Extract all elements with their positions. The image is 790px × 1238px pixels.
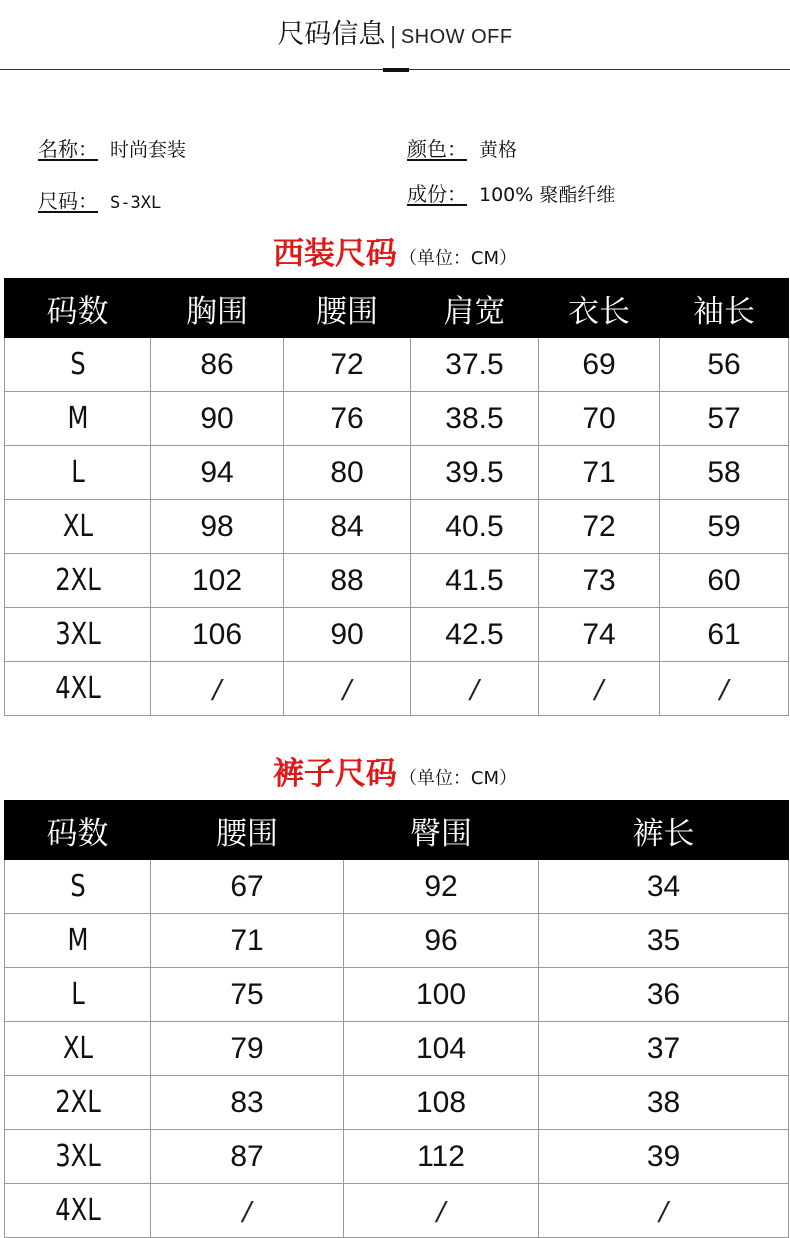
size-cell: [12, 392, 143, 446]
measurement-cell: [660, 608, 789, 662]
cell-value: 4XL: [54, 1193, 101, 1228]
measurement-cell: [660, 338, 789, 392]
measurement-cell: [539, 392, 660, 446]
size-cell: [12, 1184, 143, 1238]
measurement-cell: [411, 608, 539, 662]
measurement-cell: [151, 860, 344, 914]
measurement-cell: [284, 338, 411, 392]
measurement-cell: [411, 446, 539, 500]
suit-header-cell: 码数: [5, 279, 151, 338]
cell-value: 75: [230, 977, 264, 1011]
table-row: [5, 662, 789, 716]
size-cell: [12, 500, 143, 554]
pants-title: 裤子尺码: [272, 756, 397, 792]
measurement-cell: [284, 554, 411, 608]
size-cell: [12, 860, 143, 914]
pants-size-table: [4, 800, 789, 1238]
table-row: [5, 446, 789, 500]
cell-value: 67: [230, 869, 264, 903]
size-cell: [12, 1076, 143, 1130]
measurement-cell: [539, 1184, 789, 1238]
not-available-mark: /: [212, 674, 222, 705]
cell-value: 38: [646, 1085, 681, 1119]
suit-unit: （单位：CM）: [398, 248, 518, 269]
measurement-cell: [151, 914, 344, 968]
cell-value: 98: [200, 509, 234, 543]
suit-header-row: [5, 279, 789, 338]
measurement-cell: [151, 338, 284, 392]
measurement-cell: [539, 554, 660, 608]
info-size: [38, 188, 161, 216]
measurement-cell: [151, 554, 284, 608]
cell-value: 57: [707, 401, 741, 435]
cell-value: 74: [582, 617, 616, 651]
size-cell: [12, 608, 143, 662]
info-material: [407, 181, 615, 208]
cell-value: 80: [330, 455, 364, 489]
measurement-cell: [151, 446, 284, 500]
info-color-value: 黄格: [479, 139, 518, 161]
size-cell: [12, 554, 143, 608]
measurement-cell: [660, 662, 789, 716]
cell-value: 39.5: [445, 455, 504, 489]
measurement-cell: [539, 1022, 789, 1076]
cell-value: 40.5: [445, 509, 504, 543]
title-cn: 尺码信息: [277, 19, 386, 50]
measurement-cell: [660, 500, 789, 554]
cell-value: 79: [230, 1031, 264, 1065]
cell-value: 90: [200, 401, 234, 435]
info-color-label: 颜色：: [407, 137, 467, 161]
size-cell: [12, 446, 143, 500]
page-header: [0, 0, 790, 72]
cell-value: 42.5: [445, 617, 504, 651]
measurement-cell: [344, 1022, 539, 1076]
cell-value: 71: [582, 455, 616, 489]
cell-value: XL: [62, 509, 93, 544]
measurement-cell: [539, 1076, 789, 1130]
measurement-cell: [660, 554, 789, 608]
cell-value: 102: [191, 563, 243, 597]
info-color: [407, 136, 517, 163]
suit-title: 西装尺码: [272, 236, 397, 272]
cell-value: 35: [646, 923, 681, 957]
cell-value: 37.5: [445, 347, 504, 381]
cell-value: 104: [415, 1031, 467, 1065]
measurement-cell: [539, 500, 660, 554]
cell-value: 86: [200, 347, 234, 381]
measurement-cell: [539, 446, 660, 500]
cell-value: 76: [330, 401, 364, 435]
cell-value: 84: [330, 509, 364, 543]
pants-header-cell: 码数: [5, 801, 151, 860]
size-cell: [12, 968, 143, 1022]
cell-value: M: [67, 923, 88, 958]
measurement-cell: [344, 860, 539, 914]
cell-value: 96: [424, 923, 458, 957]
size-cell: [12, 1022, 143, 1076]
cell-value: 3XL: [54, 617, 101, 652]
measurement-cell: [344, 1076, 539, 1130]
measurement-cell: [411, 338, 539, 392]
title-separator: |: [389, 24, 397, 49]
measurement-cell: [411, 392, 539, 446]
cell-value: 3XL: [54, 1139, 101, 1174]
cell-value: 58: [707, 455, 741, 489]
not-available-mark: /: [719, 674, 729, 705]
cell-value: S: [69, 347, 86, 382]
measurement-cell: [539, 662, 660, 716]
table-row: [5, 554, 789, 608]
measurement-cell: [344, 1130, 539, 1184]
cell-value: 112: [417, 1139, 465, 1173]
measurement-cell: [660, 446, 789, 500]
measurement-cell: [284, 392, 411, 446]
title-en: SHOW OFF: [400, 26, 513, 48]
cell-value: 87: [230, 1139, 264, 1173]
cell-value: 36: [646, 977, 681, 1011]
measurement-cell: [539, 608, 660, 662]
cell-value: 72: [330, 347, 364, 381]
size-cell: [12, 914, 143, 968]
measurement-cell: [151, 1184, 344, 1238]
suit-header-cell: 衣长: [539, 279, 660, 338]
cell-value: 100: [415, 977, 467, 1011]
measurement-cell: [539, 860, 789, 914]
not-available-mark: /: [436, 1196, 446, 1227]
table-row: [5, 914, 789, 968]
measurement-cell: [151, 392, 284, 446]
table-row: [5, 860, 789, 914]
info-material-label: 成份：: [407, 182, 467, 206]
table-row: [5, 1130, 789, 1184]
cell-value: XL: [62, 1031, 93, 1066]
header-divider-mark: [383, 68, 409, 72]
info-name-label: 名称：: [38, 137, 98, 161]
cell-value: 2XL: [54, 1085, 101, 1120]
pants-header-cell: 腰围: [151, 801, 344, 860]
pants-header-cell: 裤长: [539, 801, 789, 860]
cell-value: 41.5: [445, 563, 504, 597]
cell-value: 39: [646, 1139, 681, 1173]
suit-header-cell: 袖长: [660, 279, 789, 338]
size-cell: [12, 662, 143, 716]
measurement-cell: [151, 1022, 344, 1076]
cell-value: 108: [415, 1085, 467, 1119]
table-row: [5, 338, 789, 392]
table-row: [5, 500, 789, 554]
cell-value: 34: [646, 869, 681, 903]
size-cell: [12, 338, 143, 392]
cell-value: M: [67, 401, 88, 436]
pants-section-title: [0, 748, 790, 793]
measurement-cell: [284, 500, 411, 554]
info-name: [38, 136, 186, 163]
cell-value: 92: [424, 869, 458, 903]
suit-header-cell: 腰围: [284, 279, 411, 338]
table-row: [5, 608, 789, 662]
size-cell: [12, 1130, 143, 1184]
cell-value: 88: [330, 563, 364, 597]
measurement-cell: [151, 1130, 344, 1184]
table-row: [5, 1022, 789, 1076]
measurement-cell: [411, 662, 539, 716]
info-size-value: S-3XL: [110, 193, 162, 213]
cell-value: 59: [707, 509, 741, 543]
not-available-mark: /: [470, 674, 479, 705]
pants-header-cell: 臀围: [344, 801, 539, 860]
suit-header-cell: 胸围: [151, 279, 284, 338]
cell-value: S: [69, 869, 86, 904]
cell-value: 73: [582, 563, 616, 597]
cell-value: 70: [582, 401, 616, 435]
suit-section-title: [0, 228, 790, 273]
info-material-value: 100% 聚酯纤维: [479, 184, 616, 206]
cell-value: 38.5: [445, 401, 504, 435]
measurement-cell: [344, 1184, 539, 1238]
measurement-cell: [344, 968, 539, 1022]
measurement-cell: [151, 608, 284, 662]
cell-value: 90: [330, 617, 364, 651]
cell-value: 37: [646, 1031, 681, 1065]
cell-value: L: [70, 977, 85, 1012]
measurement-cell: [284, 662, 411, 716]
not-available-mark: /: [594, 674, 604, 705]
measurement-cell: [151, 968, 344, 1022]
cell-value: 83: [230, 1085, 264, 1119]
pants-unit: （单位：CM）: [398, 768, 518, 789]
measurement-cell: [539, 914, 789, 968]
measurement-cell: [539, 338, 660, 392]
suit-header-cell: 肩宽: [411, 279, 539, 338]
table-row: [5, 1184, 789, 1238]
cell-value: 61: [707, 617, 741, 651]
cell-value: L: [70, 455, 85, 490]
measurement-cell: [151, 662, 284, 716]
measurement-cell: [411, 500, 539, 554]
cell-value: 69: [582, 347, 616, 381]
cell-value: 56: [707, 347, 741, 381]
page-title: [0, 18, 790, 54]
cell-value: 2XL: [54, 563, 101, 598]
measurement-cell: [660, 392, 789, 446]
table-row: [5, 392, 789, 446]
measurement-cell: [344, 914, 539, 968]
measurement-cell: [151, 1076, 344, 1130]
cell-value: 94: [200, 455, 234, 489]
not-available-mark: /: [342, 674, 352, 705]
cell-value: 4XL: [54, 671, 101, 706]
not-available-mark: /: [242, 1196, 252, 1227]
info-name-value: 时尚套装: [110, 139, 187, 161]
pants-header-row: [5, 801, 789, 860]
suit-size-table: [4, 278, 789, 716]
cell-value: 60: [707, 563, 741, 597]
table-row: [5, 968, 789, 1022]
table-row: [5, 1076, 789, 1130]
measurement-cell: [284, 608, 411, 662]
not-available-mark: /: [659, 1196, 668, 1227]
cell-value: 106: [191, 617, 243, 651]
measurement-cell: [539, 968, 789, 1022]
cell-value: 71: [230, 923, 264, 957]
info-size-label: 尺码：: [38, 189, 98, 213]
measurement-cell: [284, 446, 411, 500]
measurement-cell: [411, 554, 539, 608]
cell-value: 72: [582, 509, 616, 543]
measurement-cell: [151, 500, 284, 554]
measurement-cell: [539, 1130, 789, 1184]
